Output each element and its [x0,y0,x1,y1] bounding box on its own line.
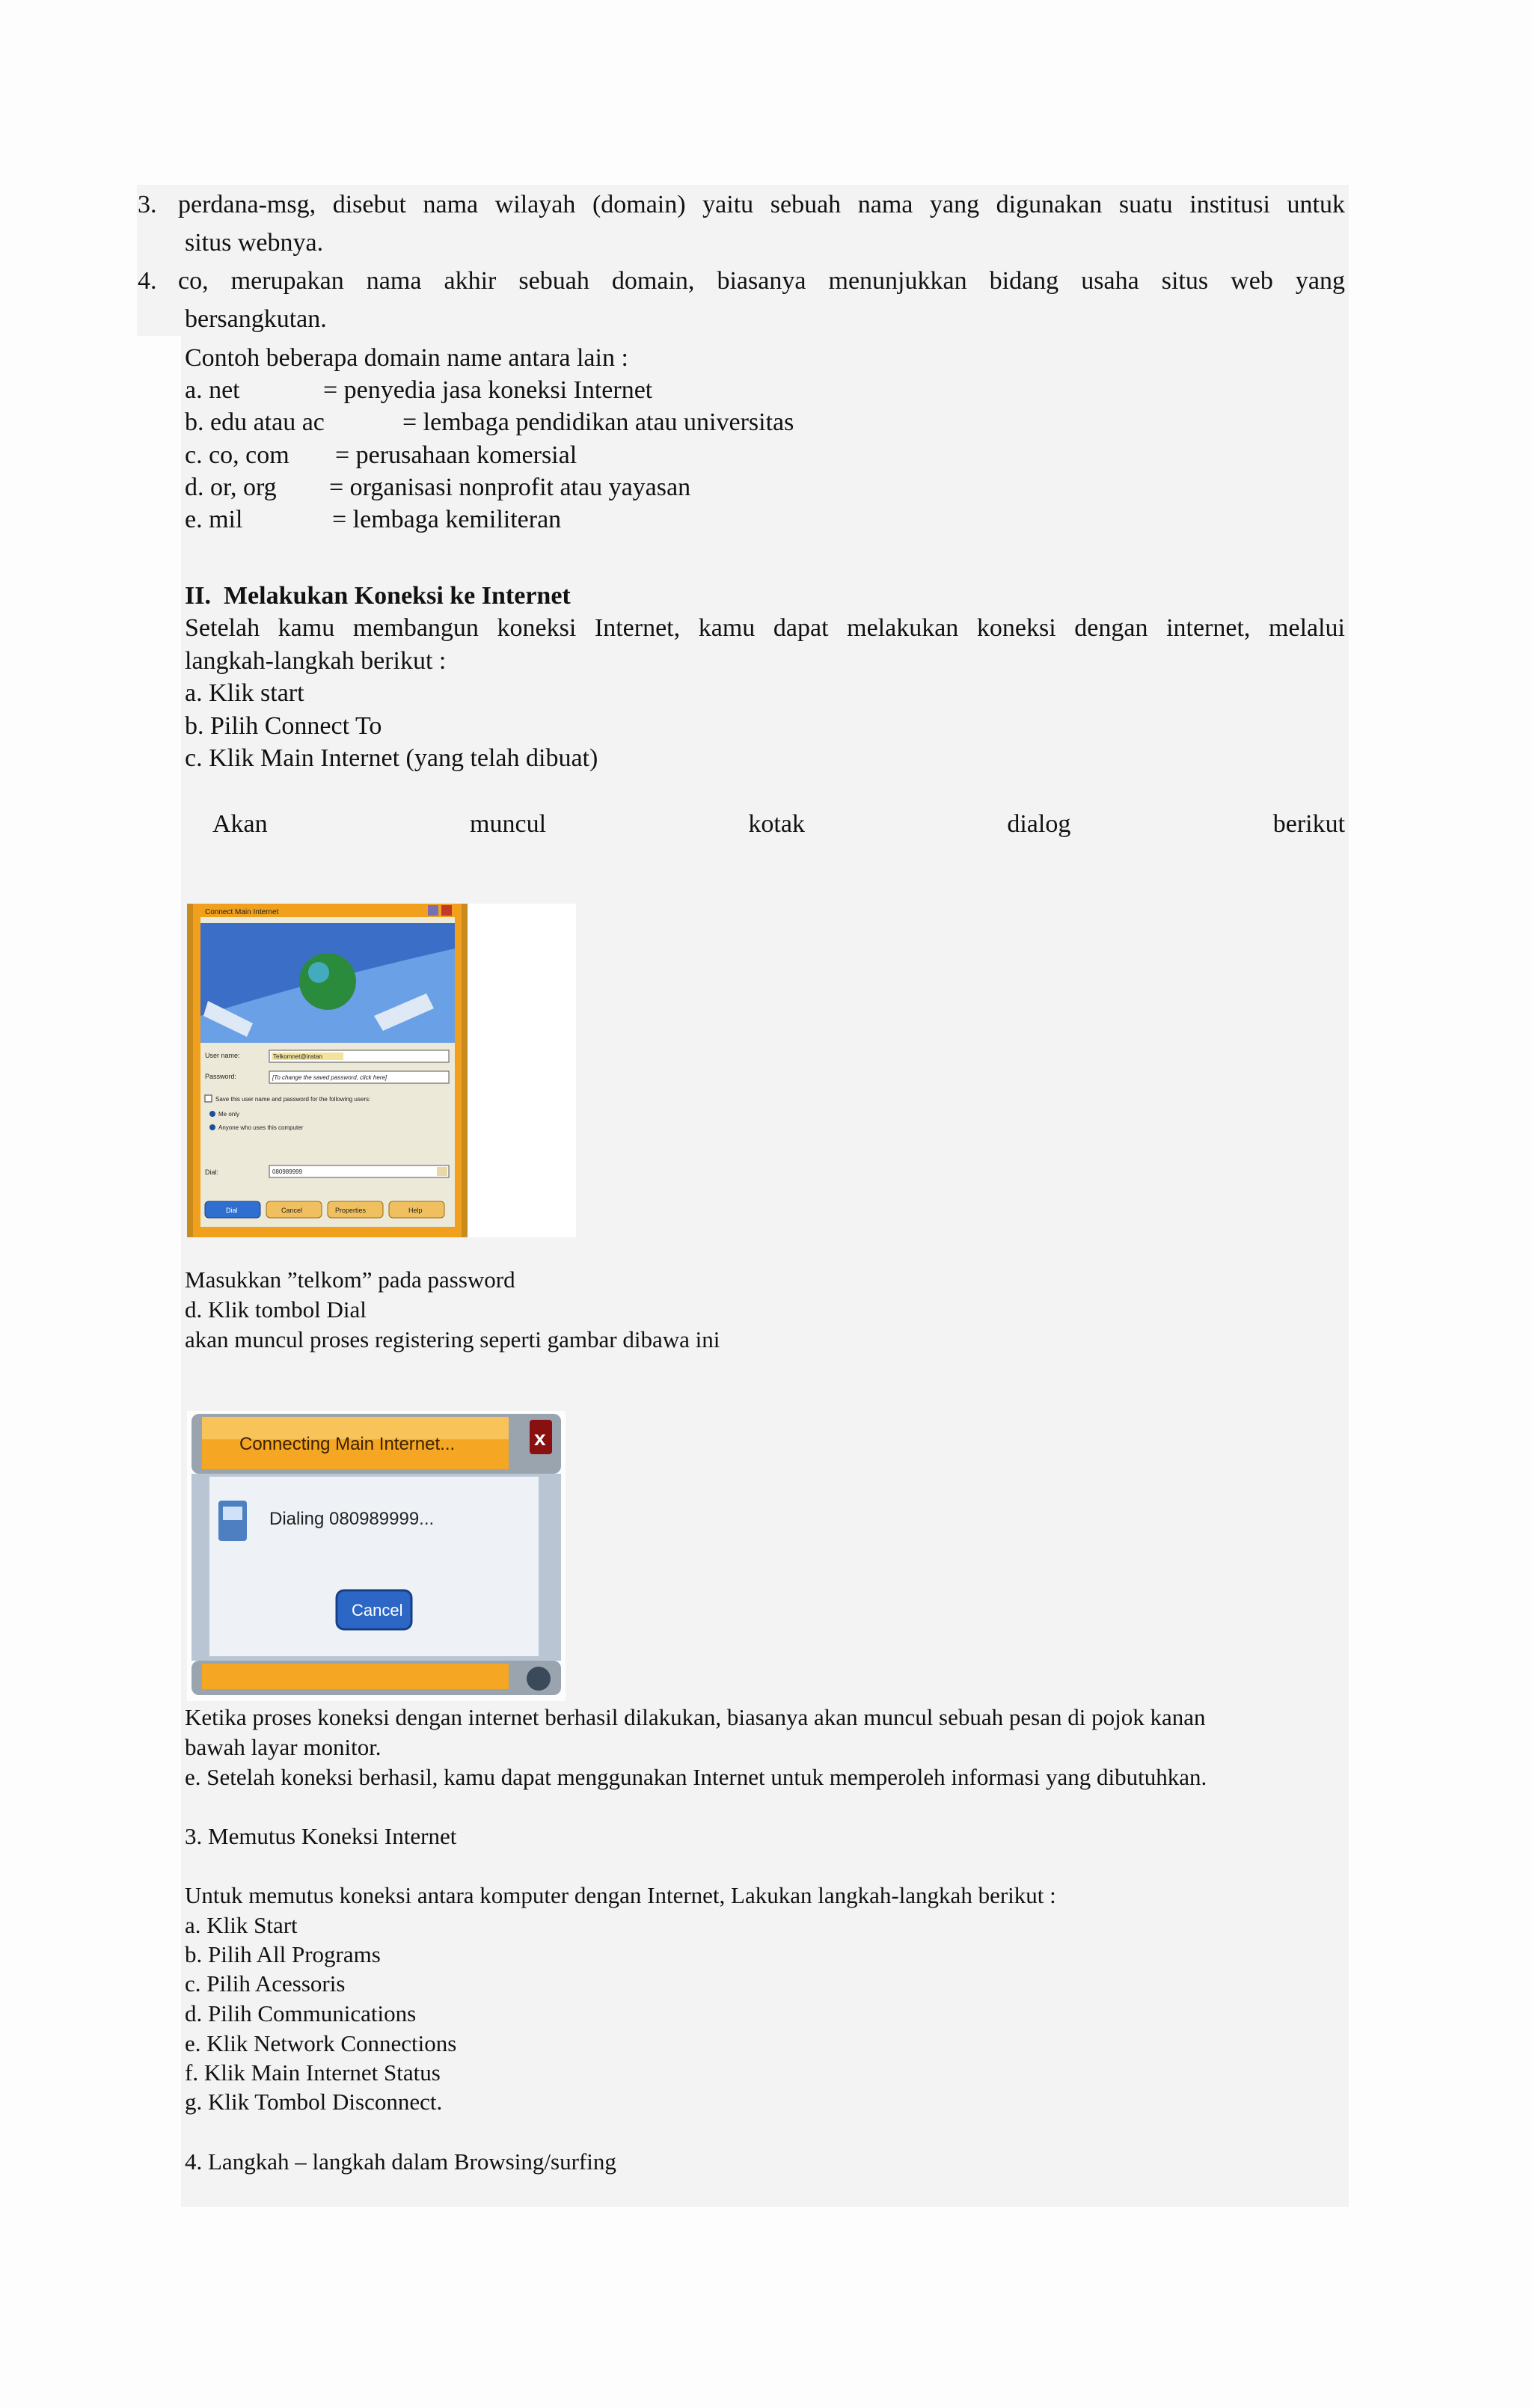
dial-value: 080989999 [272,1168,303,1175]
section-title: Melakukan Koneksi ke Internet [223,582,571,610]
svg-text:x: x [534,1427,546,1450]
step-item: a. Klik start [185,679,304,707]
password-value[interactable]: [To change the saved password, click here] [272,1074,387,1081]
domain-key: c. co, com [185,441,289,469]
section-intro: Untuk memutus koneksi antara komputer dengan Internet, Lakukan langkah-langkah berikut : [185,1882,1056,1908]
connect-dialog-screenshot [187,904,576,1237]
dialog-caption [212,810,1345,839]
dialing-status: Dialing 080989999... [269,1509,435,1529]
step-item: b. Pilih All Programs [185,1941,381,1967]
domain-desc: = penyedia jasa koneksi Internet [323,376,653,404]
close-icon[interactable] [441,905,452,916]
step-item: a. Klik Start [185,1912,298,1938]
dialog-title: Connect Main Internet [205,908,279,916]
dial-label: Dial: [205,1168,219,1176]
step-item: e. Klik Network Connections [185,2030,457,2056]
globe-icon [299,953,356,1010]
help-icon[interactable] [428,905,438,916]
radio-label: Anyone who uses this computer [218,1124,304,1131]
help-button-label: Help [408,1207,423,1214]
section-paragraph: langkah-langkah berikut : [185,647,447,675]
domain-key: e. mil [185,506,243,533]
caption-word: dialog [1007,810,1071,838]
section-title: 4. Langkah – langkah dalam Browsing/surfing [185,2148,616,2175]
properties-button-label: Properties [335,1207,367,1214]
list-item-line: perdana-msg, disebut nama wilayah (domain) yaitu sebuah nama yang digunakan suatu institusi untuk [178,191,1345,218]
instruction-line: akan muncul proses registering seperti gambar dibawa ini [185,1326,720,1352]
domain-key: b. edu atau ac [185,408,325,436]
section-heading: II. Melakukan Koneksi ke Internet [185,582,571,610]
list-item-line: co, merupakan nama akhir sebuah domain, biasanya menunjukkan bidang usaha situs web yang [178,267,1345,295]
list-item-line: situs webnya. [185,229,324,257]
dialog-title: Connecting Main Internet... [239,1434,456,1454]
section-roman: II [185,582,205,610]
chevron-down-icon[interactable] [437,1167,447,1176]
domain-desc: = lembaga pendidikan atau universitas [402,408,794,436]
dial-button-label: Dial [226,1207,238,1214]
save-label: Save this user name and password for the following users: [215,1096,371,1103]
instruction-line: Masukkan ”telkom” pada password [185,1266,515,1293]
radio-anyone[interactable] [209,1124,215,1130]
step-item: c. Klik Main Internet (yang telah dibuat) [185,744,598,772]
caption-word: berikut [1272,810,1346,838]
step-item: f. Klik Main Internet Status [185,2059,441,2086]
list-number: 3. [138,191,157,218]
connect-dialog-graphic [187,904,576,1237]
connecting-dialog-screenshot [187,1411,566,1701]
password-label: Password: [205,1073,237,1080]
instruction-line: d. Klik tombol Dial [185,1296,367,1323]
list-number: 4. [138,267,157,295]
result-line: Ketika proses koneksi dengan internet berhasil dilakukan, biasanya akan muncul sebuah pesan di pojok kanan [185,1704,1206,1730]
step-item: g. Klik Tombol Disconnect. [185,2089,443,2115]
cancel-button-label: Cancel [352,1601,403,1620]
domain-desc: = organisasi nonprofit atau yayasan [329,474,691,501]
domain-intro: Contoh beberapa domain name antara lain : [185,344,628,372]
save-checkbox[interactable] [205,1095,212,1102]
section-title: 3. Memutus Koneksi Internet [185,1823,457,1849]
resize-icon [527,1667,551,1691]
step-item: c. Pilih Acessoris [185,1970,346,1997]
user-label: User name: [205,1052,240,1059]
cancel-button-label: Cancel [281,1207,303,1214]
connecting-dialog-graphic [187,1411,566,1701]
section-paragraph: Setelah kamu membangun koneksi Internet, kamu dapat melakukan koneksi dengan internet, melalui [185,614,1345,642]
result-line: bawah layar monitor. [185,1734,382,1760]
caption-word: kotak [748,810,805,838]
radio-label: Me only [218,1111,240,1118]
domain-desc: = perusahaan komersial [335,441,577,469]
caption-word: Akan [212,810,268,838]
radio-me-only[interactable] [209,1111,215,1117]
step-item: d. Pilih Communications [185,2000,417,2026]
domain-desc: = lembaga kemiliteran [332,506,562,533]
domain-key: a. net [185,376,240,404]
domain-key: d. or, org [185,474,277,501]
list-item-line: bersangkutan. [185,305,327,333]
caption-word: muncul [470,810,547,838]
user-value[interactable]: Telkomnet@instan [273,1053,322,1060]
step-item: b. Pilih Connect To [185,712,382,740]
result-line: e. Setelah koneksi berhasil, kamu dapat menggunakan Internet untuk memperoleh informasi yang dibutuhkan. [185,1764,1207,1790]
